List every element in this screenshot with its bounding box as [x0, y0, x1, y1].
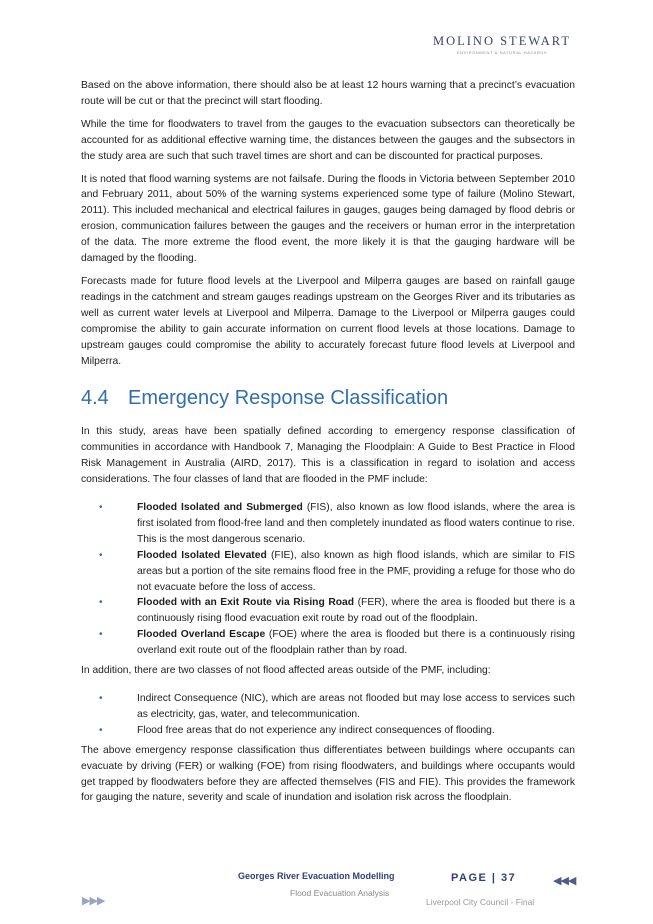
class-name: Flooded Isolated Elevated	[137, 549, 267, 561]
paragraph: It is noted that flood warning systems are not failsafe. During the floods in Victoria between September 2010 and February 2011, about 50% of the warning systems experienced some type of failure (Molino Stewart, 2011). This included mechanical and electrical failures in gauges, gauges being damaged by flood debris or erosion, communication failures between the gauges and the receivers or human error in the interpretation of the data. The more extreme the flood event, the more likely it is that the gauging hardware will be damaged by the flooding.	[81, 173, 575, 265]
logo-name: MOLINO STEWART	[432, 34, 571, 48]
bullet-icon: •	[99, 549, 103, 561]
list-item	[81, 627, 575, 659]
section-intro: In this study, areas have been spatially defined according to emergency response classification of communities in accordance with Handbook 7, Managing the Floodplain: A Guide to Best Practice in Flood Risk Management in Australia (AIRD, 2017). This is a classification in regard to isolation and access considerations. The four classes of land that are flooded in the PMF include:	[81, 426, 575, 486]
paragraph: The above emergency response classification thus differentiates between buildings where occupants can evacuate by driving (FER) or walking (FOE) from rising floodwaters, and buildings where occupants would get trapped by floodwaters before they are affected themselves (FIS and FIE). This provides the framework for gauging the nature, severity and scale of inundation and isolation risk across the floodplain.	[81, 744, 575, 804]
class-description: (FER), where the area is flooded but there is a continuously rising flood evacuation exit route by road out of the floodplain.	[137, 597, 575, 625]
section-number: 4.4	[81, 387, 109, 410]
class-name: Flooded with an Exit Route via Rising Road	[137, 597, 355, 609]
bullet-icon: •	[99, 597, 103, 609]
bullet-icon: •	[99, 693, 103, 704]
page-number: PAGE | 37	[451, 872, 517, 884]
logo-tagline: ENVIRONMENT & NATURAL HAZARDS	[456, 50, 548, 55]
list-item	[81, 595, 575, 627]
nonflood-classes-list	[81, 691, 575, 739]
class-description: (FIS), also known as low flood islands, where the area is first isolated from flood-free land and then completely inundated as flood waters continue to rise. This is the most dangerous scenario.	[137, 502, 575, 545]
arrow-left-icon: ◀◀◀	[553, 875, 576, 887]
paragraph: Based on the above information, there should also be at least 12 hours warning that a precinct’s evacuation route will be cut or that the precinct will start flooding.	[81, 80, 575, 107]
page-body	[81, 78, 575, 813]
class-description: Flood free areas that do not experience any indirect consequences of flooding.	[137, 724, 495, 736]
list-item	[81, 500, 575, 548]
footer-client: Liverpool City Council - Final	[426, 897, 535, 907]
bullet-icon: •	[99, 502, 103, 514]
class-name: Flooded Overland Escape	[137, 629, 266, 641]
class-description: (FIE), also known as high flood islands, which are similar to FIS areas but a portion of the site remains flood free in the PMF, providing a refuge for those who do not evacuate before the loss of access.	[137, 549, 575, 593]
footer-document-subtitle: Flood Evacuation Analysis	[290, 888, 390, 898]
paragraph: While the time for floodwaters to travel from the gauges to the evacuation subsectors can theoretically be accounted for as additional effective warning time, the distances between the gauges and the subsectors in the study area are such that such travel times are short and can be discounted for practical purposes.	[81, 118, 575, 162]
list-item	[81, 548, 575, 596]
class-description: (FOE) where the area is flooded but there is a continuously rising overland exit route out of the floodplain rather than by road.	[137, 629, 575, 657]
class-name: Flooded Isolated and Submerged	[137, 502, 303, 514]
list-item	[81, 691, 575, 723]
arrow-right-icon: ▶▶▶	[82, 895, 105, 907]
bullet-icon: •	[99, 724, 103, 736]
page-footer	[0, 864, 653, 924]
class-description: Indirect Consequence (NIC), which are areas not flooded but may lose access to services such as electricity, gas, water, and telecommunication.	[137, 693, 575, 720]
list-item	[81, 723, 575, 739]
company-logo	[433, 34, 571, 55]
flooded-classes-list	[81, 500, 575, 659]
section-title: Emergency Response Classification	[128, 387, 449, 410]
paragraph: Forecasts made for future flood levels at the Liverpool and Milperra gauges are based on rainfall gauge readings in the catchment and stream gauges readings upstream on the Georges River and its tributaries as well as current water levels at Liverpool and Milperra. Damage to the Liverpool or Milperra gauges could compromise the ability to gain accurate information on current flood levels at those locations. Damage to upstream gauges could compromise the ability to accurately forecast future flood levels at Liverpool and Milperra.	[81, 275, 575, 367]
footer-document-title: Georges River Evacuation Modelling	[238, 871, 395, 881]
paragraph: In addition, there are two classes of not flood affected areas outside of the PMF, including:	[81, 665, 491, 677]
bullet-icon: •	[99, 629, 103, 641]
section-heading	[81, 386, 575, 410]
